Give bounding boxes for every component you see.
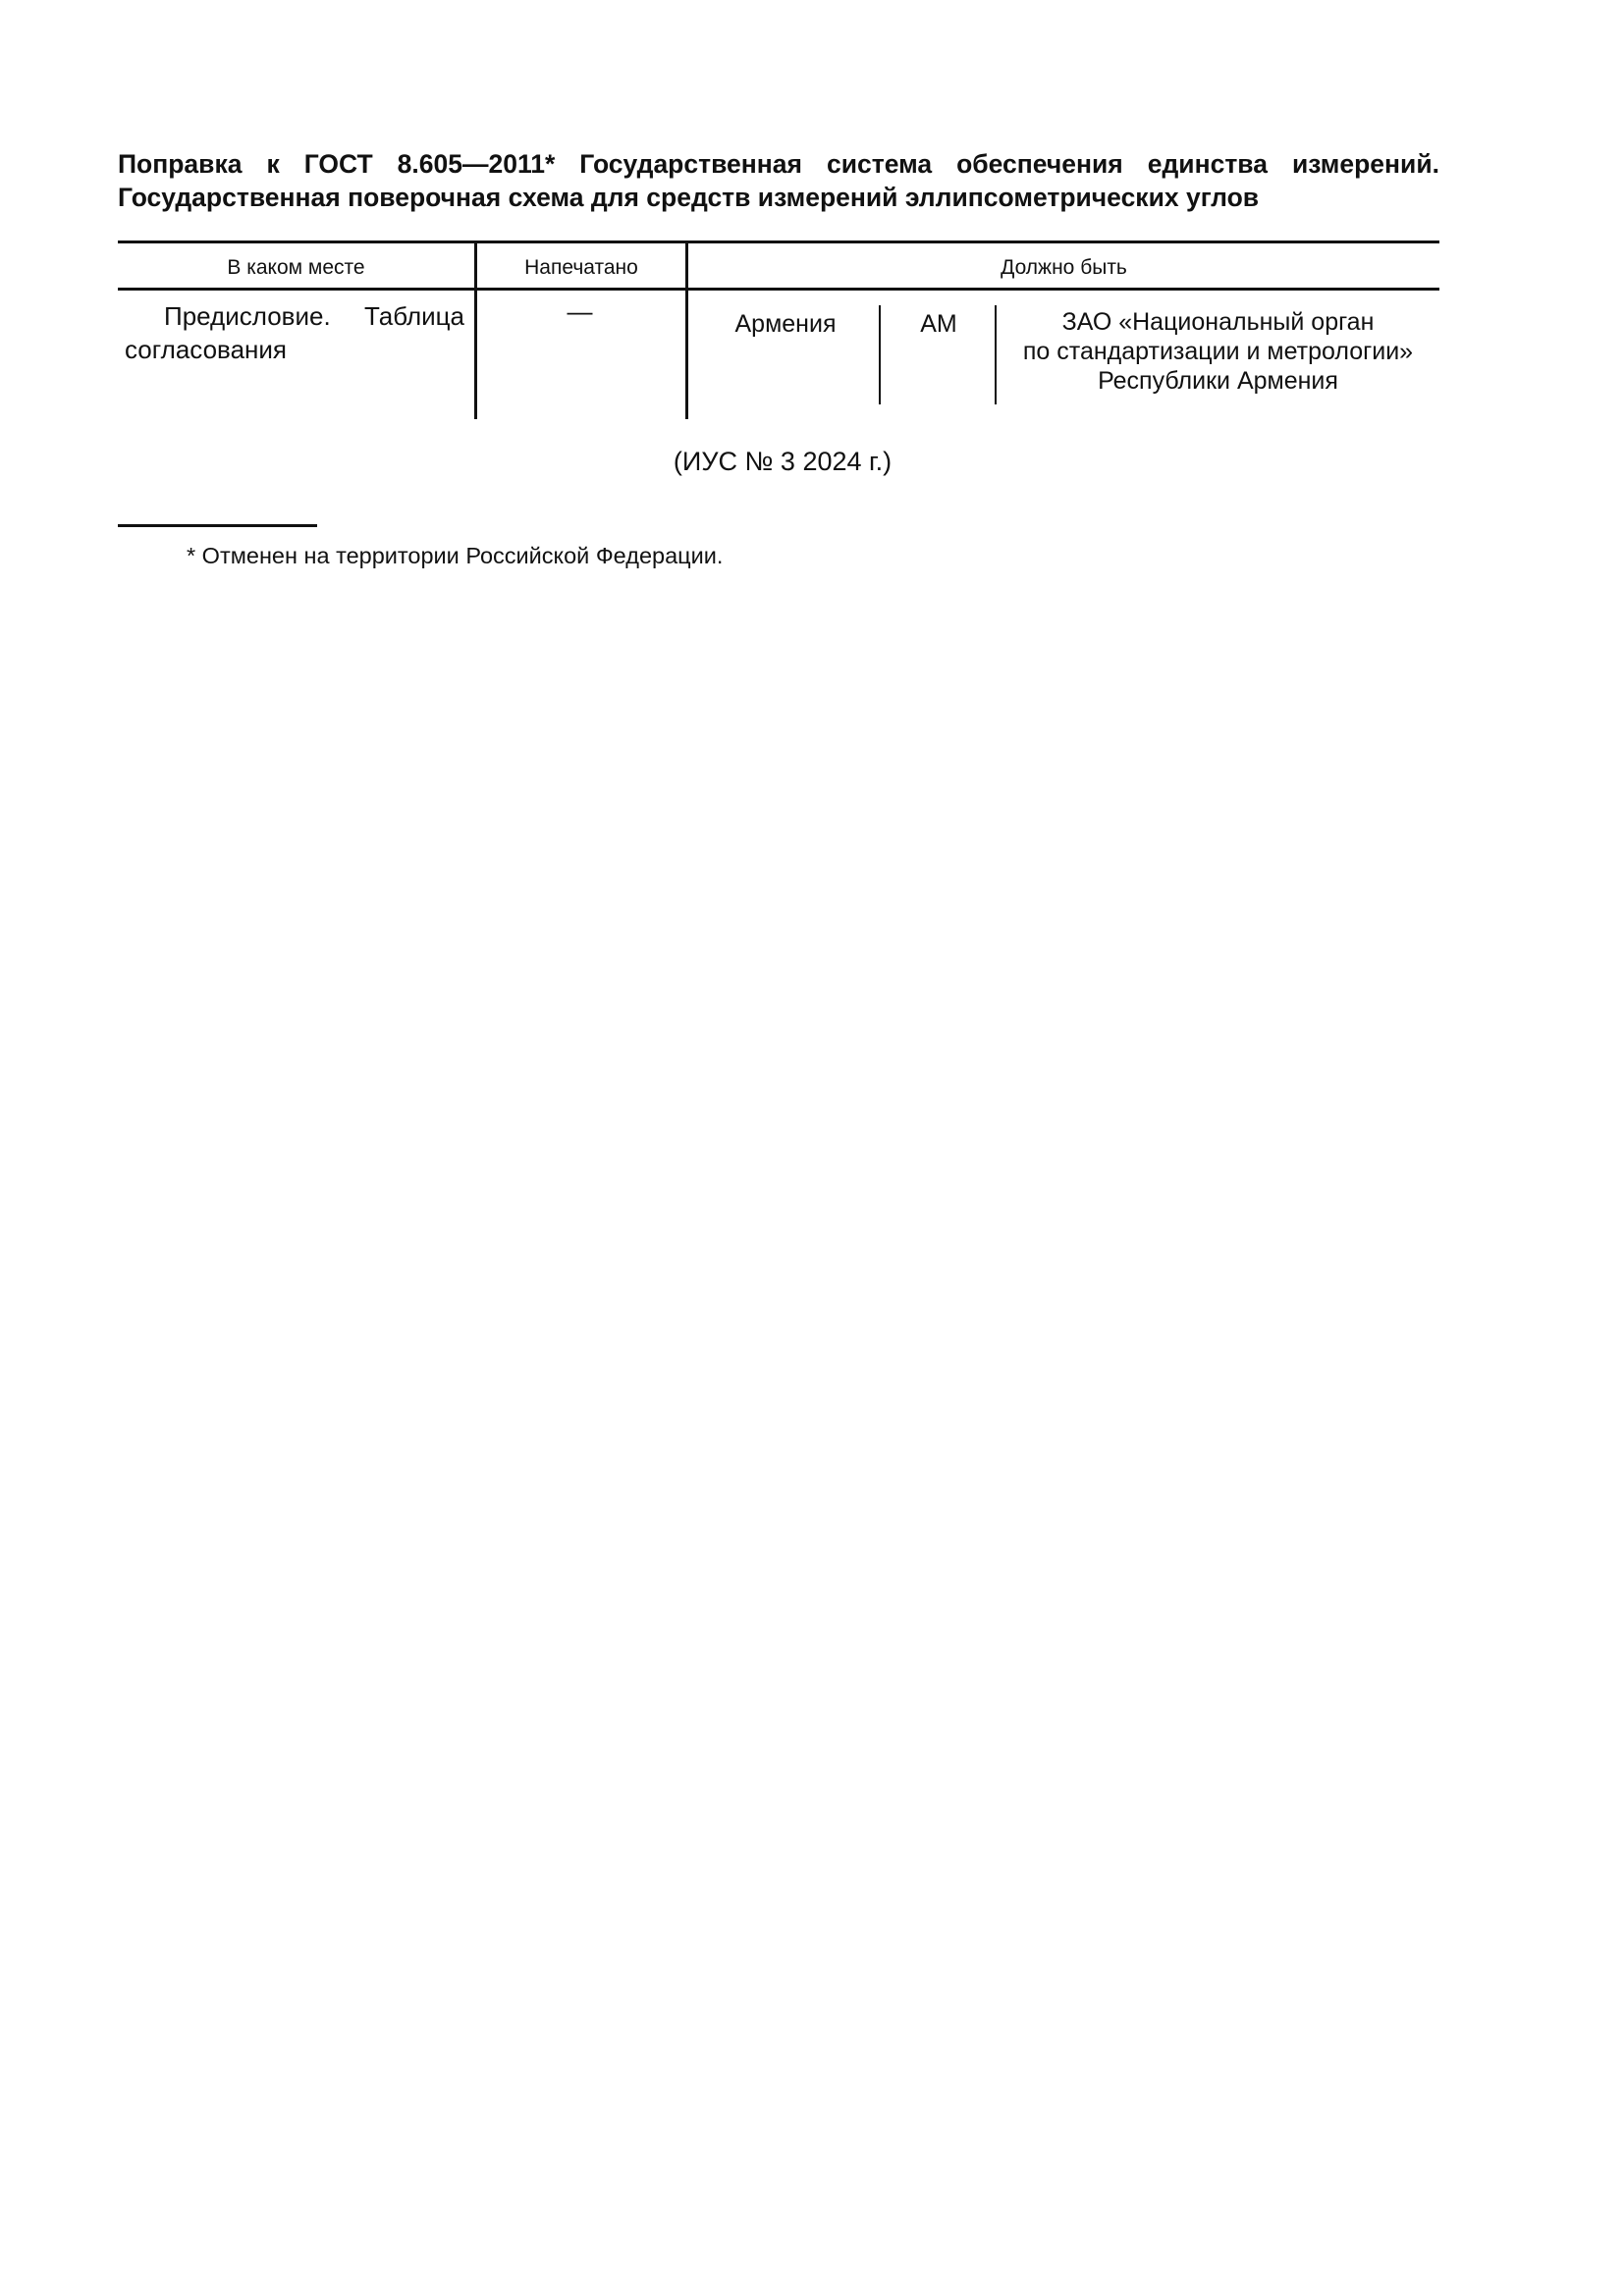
footnote: * Отменен на территории Российской Федерации. [187,543,724,568]
cell-country: Армения [734,310,837,338]
header-printed: Напечатано [524,256,638,279]
issue-reference: (ИУС № 3 2024 г.) [673,447,893,476]
cell-organization [997,307,1439,396]
document-title [118,147,1439,214]
title-line-2: Государственная поверочная схема для средств измерений эллипсометрических углов [118,183,1260,212]
cell-where: Предисловие. Таблица согласования [125,301,464,364]
header-where: В каком месте [227,256,365,279]
table-top-rule [118,240,1439,243]
organization-line-1: ЗАО «Национальный орган [1061,308,1375,336]
cell-printed: — [567,296,593,326]
cell-country-code: AM [920,310,957,338]
footnote-separator [118,524,317,527]
amendment-table [118,240,1439,419]
organization-line-3: Республики Армения [1098,367,1338,395]
organization-line-2: по стандартизации и метрологии» [1022,338,1414,365]
table-header-rule [118,288,1439,291]
header-should-be: Должно быть [1001,256,1127,279]
title-line-1: Поправка к ГОСТ 8.605—2011* Государственная система обеспечения единства измерений. [118,149,1439,179]
